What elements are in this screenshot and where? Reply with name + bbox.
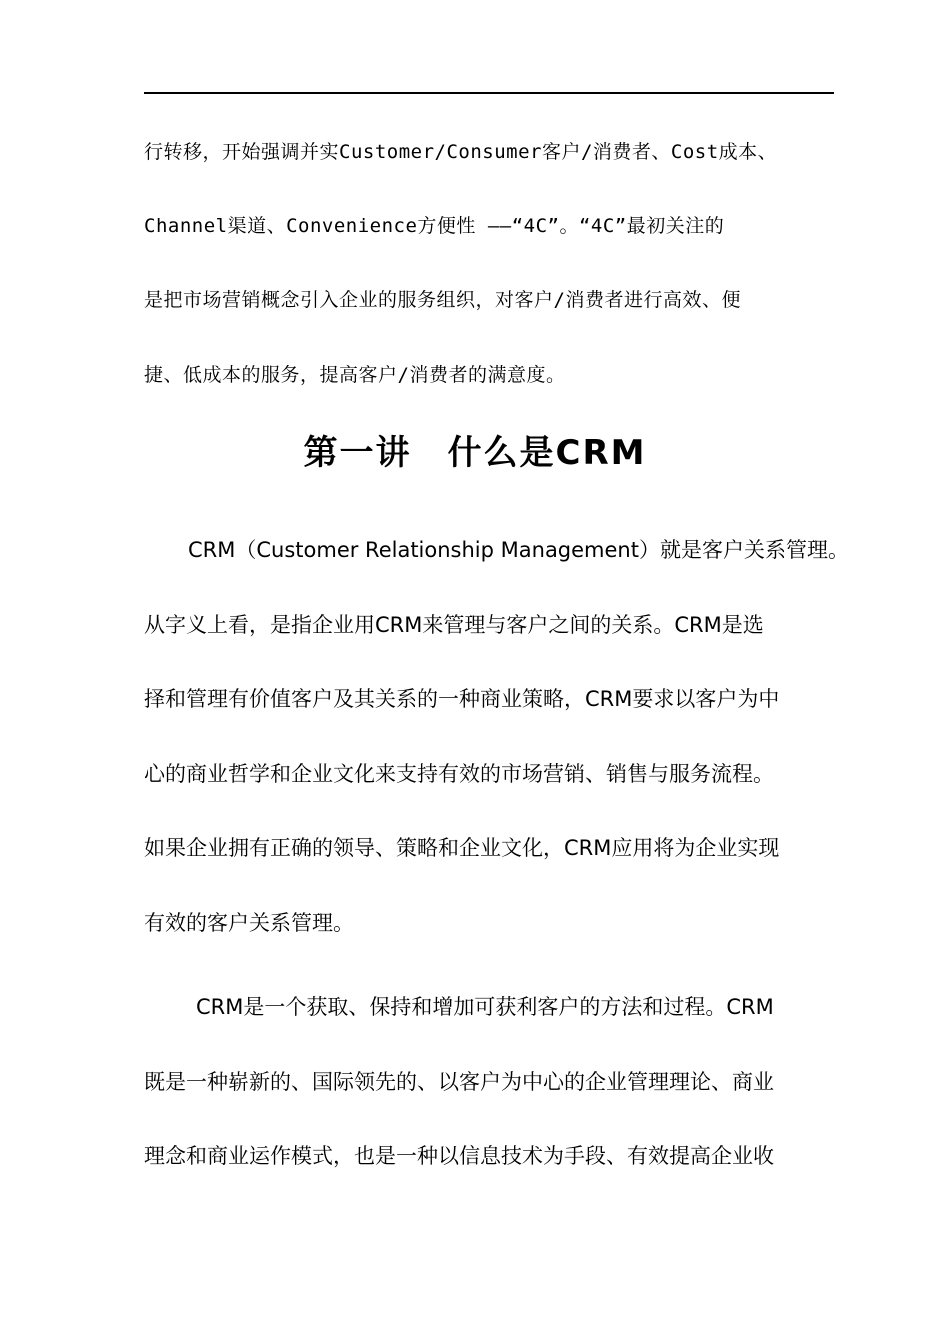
intro-line-1: 行转移，开始强调并实Customer/Consumer客户/消费者、Cost成本、 [144,141,778,163]
paragraph1-line-1: CRM（Customer Relationship Management）就是客户关系管理。 [188,538,849,562]
paragraph1-line-3: 择和管理有价值客户及其关系的一种商业策略，CRM要求以客户为中 [144,687,780,711]
intro-line-2: Channel渠道、Convenience方便性 ——“4C”。“4C”最初关注的 [144,215,725,237]
paragraph1-line-6: 有效的客户关系管理。 [144,911,354,935]
paragraph2-line-1: CRM是一个获取、保持和增加可获利客户的方法和过程。CRM [196,995,774,1019]
paragraph1-line-4: 心的商业哲学和企业文化来支持有效的市场营销、销售与服务流程。 [144,762,774,786]
paragraph2-line-2: 既是一种崭新的、国际领先的、以客户为中心的企业管理理论、商业 [144,1070,774,1094]
paragraph1-line-5: 如果企业拥有正确的领导、策略和企业文化，CRM应用将为企业实现 [144,836,780,860]
intro-line-3: 是把市场营销概念引入企业的服务组织，对客户/消费者进行高效、便 [144,289,741,311]
paragraph2-line-3: 理念和商业运作模式，也是一种以信息技术为手段、有效提高企业收 [144,1144,774,1168]
intro-line-4: 捷、低成本的服务，提高客户/消费者的满意度。 [144,364,566,386]
section-title: 第一讲 什么是CRM [303,433,647,473]
header-rule [144,92,834,94]
paragraph1-line-2: 从字义上看，是指企业用CRM来管理与客户之间的关系。CRM是选 [144,613,764,637]
